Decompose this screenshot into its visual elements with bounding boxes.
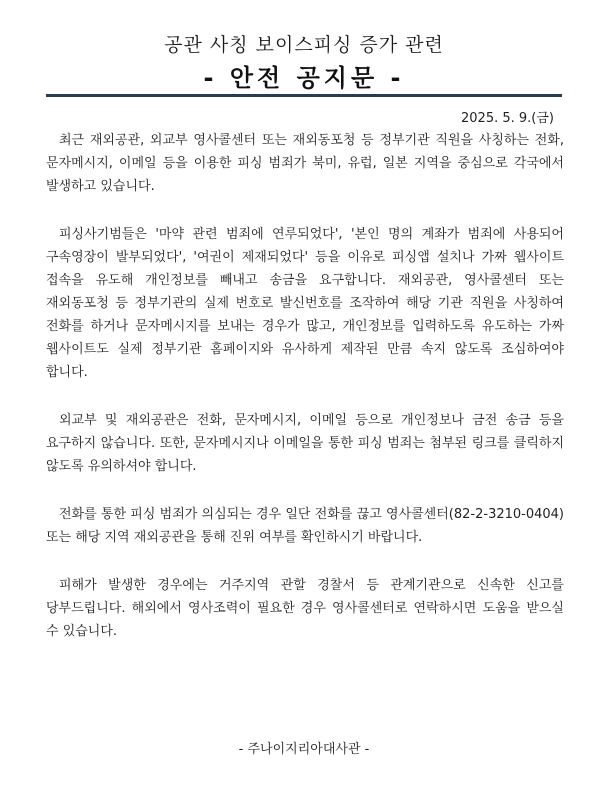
paragraph-ministry-policy: 외교부 및 재외공관은 전화, 문자메시지, 이메일 등으로 개인정보나 금전 송금 등을 요구하지 않습니다. 또한, 문자메시지나 이메일을 통한 피싱 범죄는 첨부된 링크를 클릭하지 않도록 유의하셔야 합니다.	[46, 413, 564, 474]
notice-body	[46, 129, 564, 668]
paragraph-verification: 전화를 통한 피싱 범죄가 의심되는 경우 일단 전화를 끊고 영사콜센터(82-2-3210-0404) 또는 해당 지역 재외공관을 통해 진위 여부를 확인하시기 바랍니다.	[46, 507, 564, 545]
title-divider	[46, 94, 562, 97]
paragraph-reporting: 피해가 발생한 경우에는 거주지역 관할 경찰서 등 관계기관으로 신속한 신고를 당부드립니다. 해외에서 영사조력이 필요한 경우 영사콜센터로 연락하시면 도움을 받으실 수 있습니다.	[46, 578, 564, 639]
notice-subtitle: - 안전 공지문 -	[203, 64, 405, 92]
embassy-signature: - 주나이지리아대사관 -	[238, 742, 370, 757]
notice-title: 공관 사칭 보이스피싱 증가 관련	[164, 34, 444, 56]
notice-date: 2025. 5. 9.(금)	[461, 111, 554, 126]
paragraph-intro: 최근 재외공관, 외교부 영사콜센터 또는 재외동포청 등 정부기관 직원을 사칭하는 전화, 문자메시지, 이메일 등을 이용한 피싱 범죄가 북미, 유럽, 일본 지역을 중심으로 각국에서 발생하고 있습니다.	[46, 133, 564, 194]
paragraph-scam-methods: 피싱사기범들은 '마약 관련 범죄에 연루되었다', '본인 명의 계좌가 범죄에 사용되어 구속영장이 발부되었다', '여권이 제재되었다' 등을 이유로 피싱앱 설치나 가짜 웹사이트 접속을 유도해 개인정보를 빼내고 송금을 요구합니다. 재외공관, 영사콜센터 또는 재외동포청 등 정부기관의 실제 번호로 발신번호를 조작하여 해당 기관 직원을 사칭하여 전화를 하거나 문자메시지를 보내는 경우가 많고, 개인정보를 입력하도록 유도하는 가짜 웹사이트도 실제 정부기관 홈페이지와 유사하게 제작된 만큼 속지 않도록 조심하여야 합니다.	[46, 227, 564, 380]
